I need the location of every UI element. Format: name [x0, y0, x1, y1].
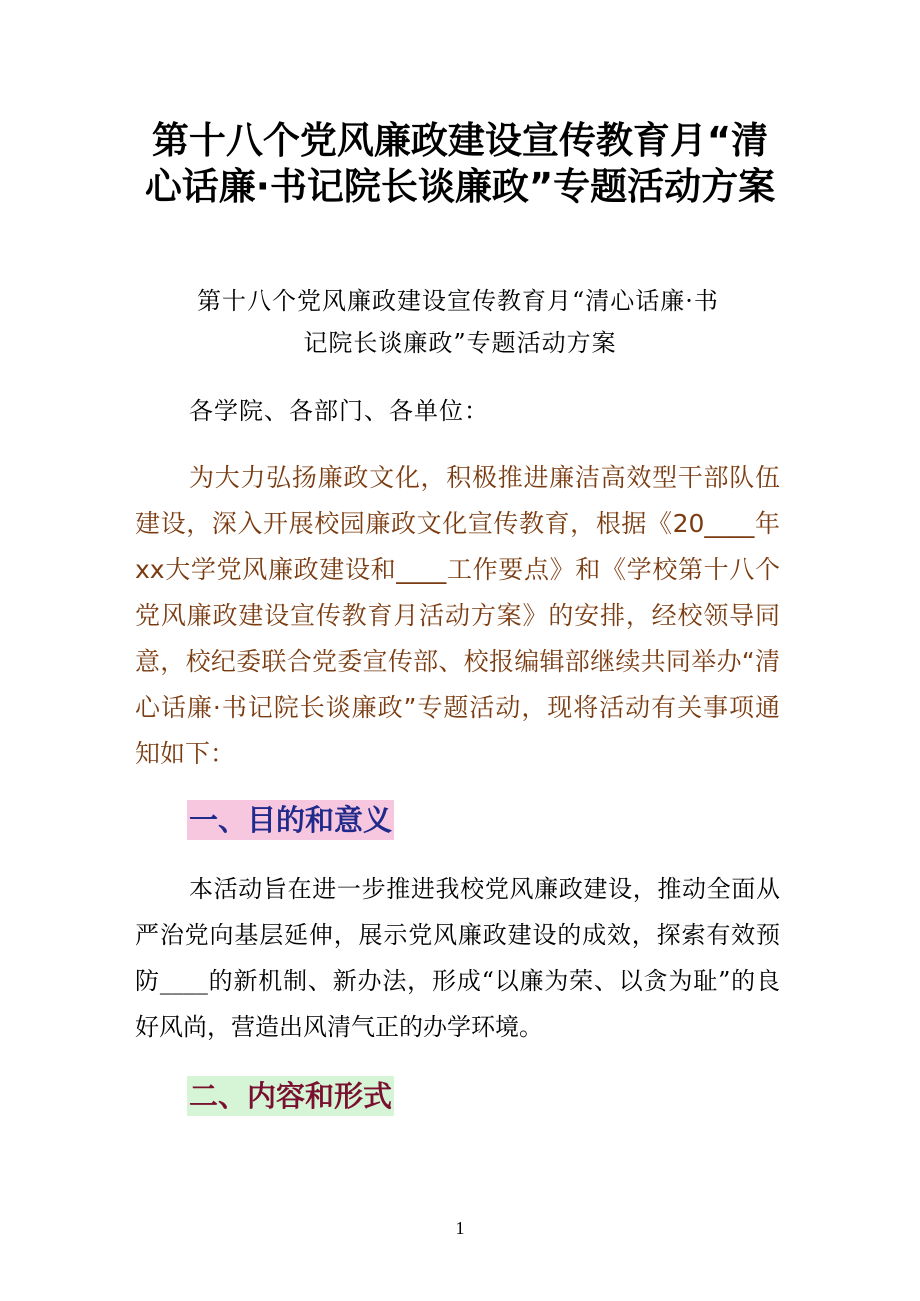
section-paragraph-purpose: 本活动旨在进一步推进我校党风廉政建设，推动全面从严治党向基层延伸，展示党风廉政建设的成效，探索有效预防____的新机制、新办法，形成“以廉为荣、以贪为耻”的良好风尚，营造出风清气正的办学环境。: [135, 875, 780, 1041]
salutation: 各学院、各部门、各单位：: [189, 397, 489, 425]
document-title: 第十八个党风廉政建设宣传教育月“清心话廉·书记院长谈廉政”专题活动方案: [144, 119, 776, 208]
page-number: 1: [455, 1218, 465, 1238]
section-heading-purpose: 一、目的和意义: [187, 800, 394, 840]
subtitle-line-1: 第十八个党风廉政建设宣传教育月“清心话廉·书: [197, 287, 719, 315]
intro-paragraph: 为大力弘扬廉政文化，积极推进廉洁高效型干部队伍建设，深入开展校园廉政文化宣传教育，根据《20____年xx大学党风廉政建设和____工作要点》和《学校第十八个党风廉政建设宣传教育月活动方案》的安排，经校领导同意，校纪委联合党委宣传部、校报编辑部继续共同举办“清心话廉·书记院长谈廉政”专题活动，现将活动有关事项通知如下：: [135, 463, 780, 768]
document-subtitle: [135, 280, 785, 364]
section-heading-content: 二、内容和形式: [187, 1076, 394, 1116]
subtitle-line-2: 记院长谈廉政”专题活动方案: [303, 329, 617, 357]
